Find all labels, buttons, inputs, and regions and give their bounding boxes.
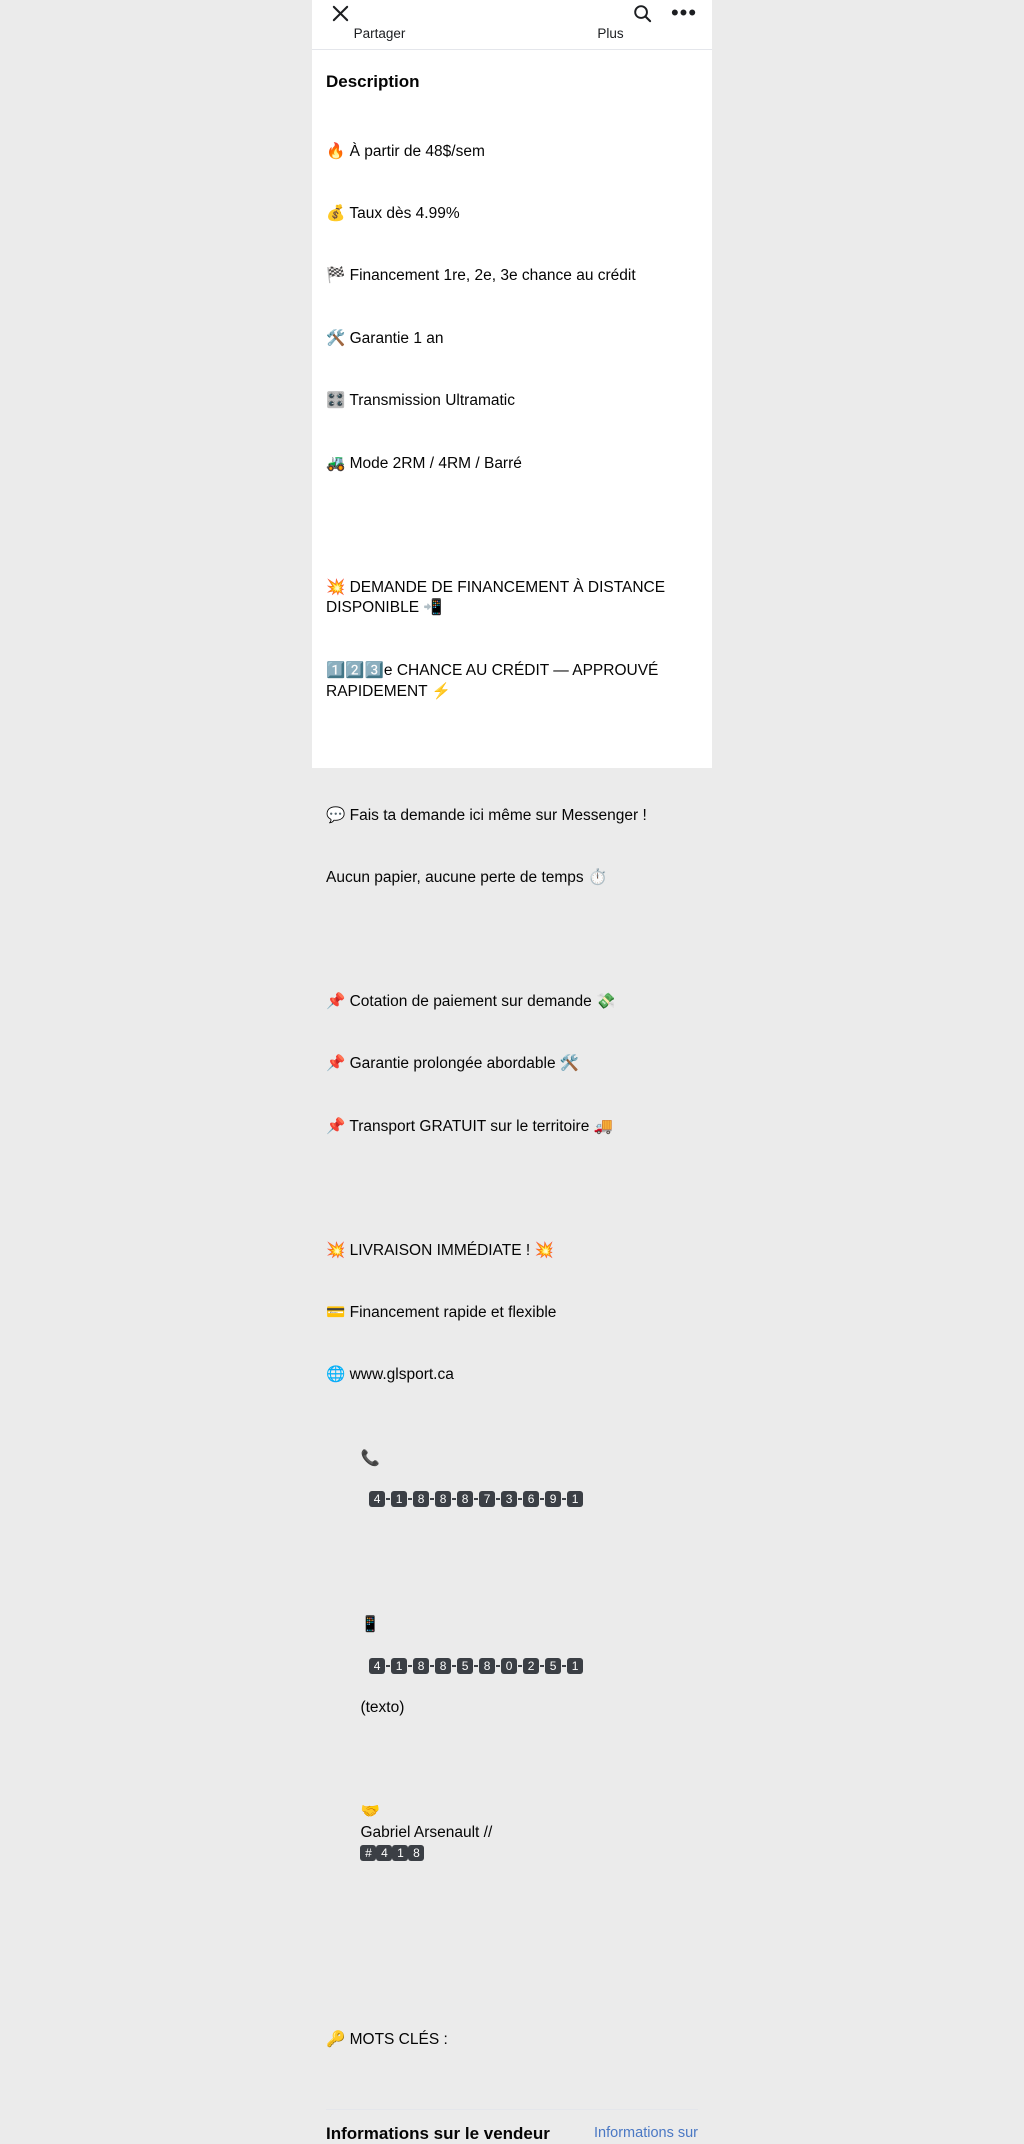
desc-line-keywords: 🔑 MOTS CLÉS : [326,2031,448,2049]
share-button[interactable]: Partager [353,26,406,41]
desc-line: 🛠️ Garantie 1 an [326,329,444,347]
description-body [326,100,698,2093]
desc-line: 📌 Transport GRATUIT sur le territoire 🚚 [326,1117,613,1135]
seller-info-link[interactable]: Informations sur [594,2124,698,2141]
phone-icon: 📞 [360,1449,380,1467]
spacer [326,516,698,536]
desc-line-contact [326,1781,698,1885]
facebook-marketplace-listing [312,0,712,2143]
spacer [326,930,698,950]
close-icon[interactable] [326,0,354,26]
desc-line: 🎛️ Transmission Ultramatic [326,392,515,410]
spacer [326,744,698,764]
desc-line: 💬 Fais ta demande ici même sur Messenger ! [326,806,647,824]
desc-line: 🔥 À partir de 48$/sem [326,142,485,160]
top-bar-actions [628,0,698,26]
phone-main-value: 4 1 8 8 8 7 3 6 9 1 [326,1491,583,1529]
desc-line: 🏁 Financement 1re, 2e, 3e chance au crédit [326,267,636,285]
handshake-icon: 🤝 [360,1803,380,1821]
desc-line: 📌 Cotation de paiement sur demande 💸 [326,992,616,1010]
hashtag-418: # 4 1 8 [360,1845,424,1862]
desc-line: 🚜 Mode 2RM / 4RM / Barré [326,454,522,472]
desc-line: 1️⃣2️⃣3️⃣e CHANCE AU CRÉDIT — APPROUVÉ RAPIDEMENT ⚡ [326,661,663,700]
search-icon[interactable] [628,0,656,26]
desc-line: 💥 DEMANDE DE FINANCEMENT À DISTANCE DISPONIBLE 📲 [326,578,670,617]
seller-info-heading: Informations sur le vendeur [326,2123,550,2143]
spacer [326,1179,698,1199]
phone-text-suffix: (texto) [360,1699,405,1717]
action-row [312,26,712,50]
listing-content [312,72,712,2144]
seller-info-section [326,2110,698,2144]
desc-line: 💰 Taux dès 4.99% [326,204,460,222]
more-button[interactable]: Plus [597,26,624,41]
top-bar [312,0,712,26]
phone-text-value: 4 1 8 8 5 8 0 2 5 1 [326,1658,583,1696]
desc-line: 📌 Garantie prolongée abordable 🛠️ [326,1055,580,1073]
more-options-glyph: ••• [670,0,698,25]
description-heading: Description [326,72,420,91]
mobile-phone-icon: 📱 [360,1615,380,1633]
desc-line-phone-main [326,1428,698,1553]
desc-line-phone-text [326,1594,698,1740]
desc-line: 💥 LIVRAISON IMMÉDIATE ! 💥 [326,1241,554,1259]
more-options-icon[interactable] [670,0,698,26]
desc-line: Aucun papier, aucune perte de temps ⏱️ [326,868,608,886]
contact-name: Gabriel Arsenault // [360,1823,493,1841]
desc-line: 💳 Financement rapide et flexible [326,1304,557,1322]
desc-line-website: 🌐 www.glsport.ca [326,1366,454,1384]
spacer [326,1927,698,1947]
